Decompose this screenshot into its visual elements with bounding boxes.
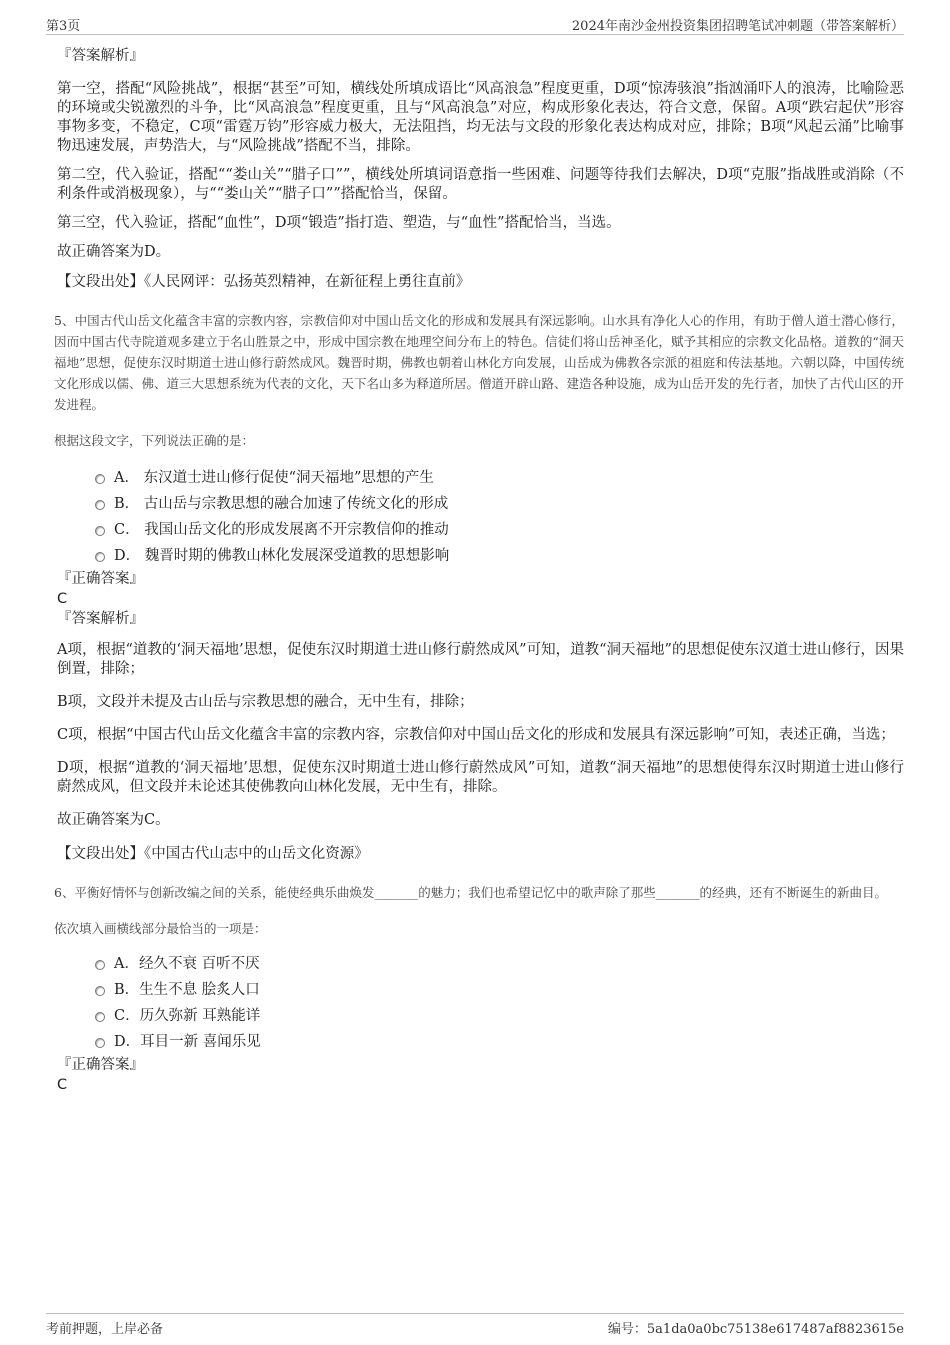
q5-option-a[interactable] [57,465,904,491]
q5-analysis-c: C项，根据“中国古代山岳文化蕴含丰富的宗教内容，宗教信仰对中国山岳文化的形成和发展具有深远影响”可知，表述正确，当选； [57,727,895,743]
option-label: D．耳目一新 喜闻乐见 [114,1034,261,1050]
q6-option-b[interactable] [57,977,904,1003]
q6-option-a[interactable] [57,951,904,977]
option-label: B．生生不息 脍炙人口 [114,982,260,998]
q5-analysis-conclusion: 故正确答案为C。 [57,812,170,828]
document-body [54,46,905,1095]
q5-analysis-a: A项，根据“道教的‘洞天福地’思想，促使东汉时期道士进山修行蔚然成风”可知，道教“洞天福地”的思想促使东汉道士进山修行，因果倒置，排除； [57,642,904,677]
radio-icon[interactable] [95,960,105,970]
q6-option-d[interactable] [57,1029,904,1055]
q5-option-b[interactable] [57,491,904,517]
page-header [46,12,904,35]
radio-icon[interactable] [95,1012,105,1022]
q5-question: 5、中国古代山岳文化蕴含丰富的宗教内容，宗教信仰对中国山岳文化的形成和发展具有深远影响。山水具有净化人心的作用，有助于僧人道士潜心修行，因而中国古代寺院道观多建立于名山胜景之中，形成中国宗教在地理空间分布上的特色。信徒们将山岳神圣化，赋予其相应的宗教文化品格。道教的“洞天福地”思想，促使东汉时期道士进山修行蔚然成风。魏晋时期，佛教也朝着山林化方向发展，山岳成为佛教各宗派的祖庭和传法基地。六朝以降，中国传统文化形成以儒、佛、道三大思想系统为代表的文化，天下名山多为释道所居。僧道开辟山路、建造各种设施，成为山岳开发的先行者，加快了古代山区的开发进程。 [54,313,905,412]
q6-answer: C [57,1077,68,1093]
q6-question: 6、平衡好情怀与创新改编之间的关系，能使经典乐曲焕发_______的魅力；我们也希望记忆中的歌声除了那些_______的经典，还有不断诞生的新曲目。 [54,885,887,900]
option-label: A．经久不衰 百听不厌 [114,956,260,972]
q4-analysis-4: 故正确答案为D。 [57,244,171,260]
q4-source: 【文段出处】《人民网评：弘扬英烈精神，在新征程上勇往直前》 [57,274,471,290]
option-label: B． 古山岳与宗教思想的融合加速了传统文化的形成 [114,496,449,512]
q5-option-d[interactable] [57,543,904,569]
q6-answer-label: 『正确答案』 [57,1057,144,1073]
option-label: D． 魏晋时期的佛教山林化发展深受道教的思想影响 [114,548,450,564]
radio-icon[interactable] [95,986,105,996]
q4-analysis-3: 第三空，代入验证，搭配“血性”，D项“锻造”指打造、塑造，与“血性”搭配恰当，当选。 [57,215,621,231]
page-number: 第3页 [46,19,81,34]
radio-icon[interactable] [95,474,105,484]
q5-analysis-b: B项，文段并未提及古山岳与宗教思想的融合，无中生有，排除； [57,694,474,710]
option-label: A． 东汉道士进山修行促使“洞天福地”思想的产生 [114,470,434,486]
radio-icon[interactable] [95,526,105,536]
radio-icon[interactable] [95,1038,105,1048]
q4-analysis-2: 第二空，代入验证，搭配““娄山关”“腊子口””，横线处所填词语意指一些困难、问题等待我们去解决，D项“克服”指战胜或消除（不利条件或消极现象），与““娄山关”“腊子口””搭配恰当，保留。 [57,167,904,202]
radio-icon[interactable] [95,500,105,510]
q5-analysis-d: D项，根据“道教的‘洞天福地’思想，促使东汉时期道士进山修行蔚然成风”可知，道教“洞天福地”的思想使得东汉时期道士进山修行蔚然成风，但文段并未论述其使佛教向山林化发展，无中生有，排除。 [57,760,904,795]
q5-source: 【文段出处】《中国古代山志中的山岳文化资源》 [57,846,369,862]
page-footer [46,1313,904,1338]
option-label: C．历久弥新 耳熟能详 [114,1008,261,1024]
q5-options [57,465,904,569]
document-code: 编号：5a1da0a0bc75138e617487af8823615e [607,1322,904,1337]
q6-option-c[interactable] [57,1003,904,1029]
radio-icon[interactable] [95,552,105,562]
q5-prompt: 根据这段文字，下列说法正确的是： [54,433,255,448]
q5-answer-label: 『正确答案』 [57,571,144,587]
q4-analysis-label: 『答案解析』 [57,48,144,64]
q4-analysis-1: 第一空，搭配“风险挑战”，根据“甚至”可知，横线处所填成语比“风高浪急”程度更重，D项“惊涛骇浪”指汹涌吓人的浪涛，比喻险恶的环境或尖锐激烈的斗争，比“风高浪急”程度更重，且与“风高浪急”对应，构成形象化表达，符合文意，保留。A项“跌宕起伏”形容事物多变，不稳定，C项“雷霆万钧”形容威力极大，无法阻挡，均无法与文段的形象化表达构成对应，排除；B项“风起云涌”比喻事物迅速发展，声势浩大，与“风险挑战”搭配不当，排除。 [57,81,904,154]
q5-analysis-label: 『答案解析』 [57,611,144,627]
footer-note: 考前押题，上岸必备 [46,1322,164,1337]
q6-options [57,951,904,1055]
q5-answer: C [57,591,68,607]
option-label: C． 我国山岳文化的形成发展离不开宗教信仰的推动 [114,522,449,538]
q6-prompt: 依次填入画横线部分最恰当的一项是： [54,921,267,936]
q5-option-c[interactable] [57,517,904,543]
document-title: 2024年南沙金州投资集团招聘笔试冲刺题（带答案解析） [571,19,904,34]
